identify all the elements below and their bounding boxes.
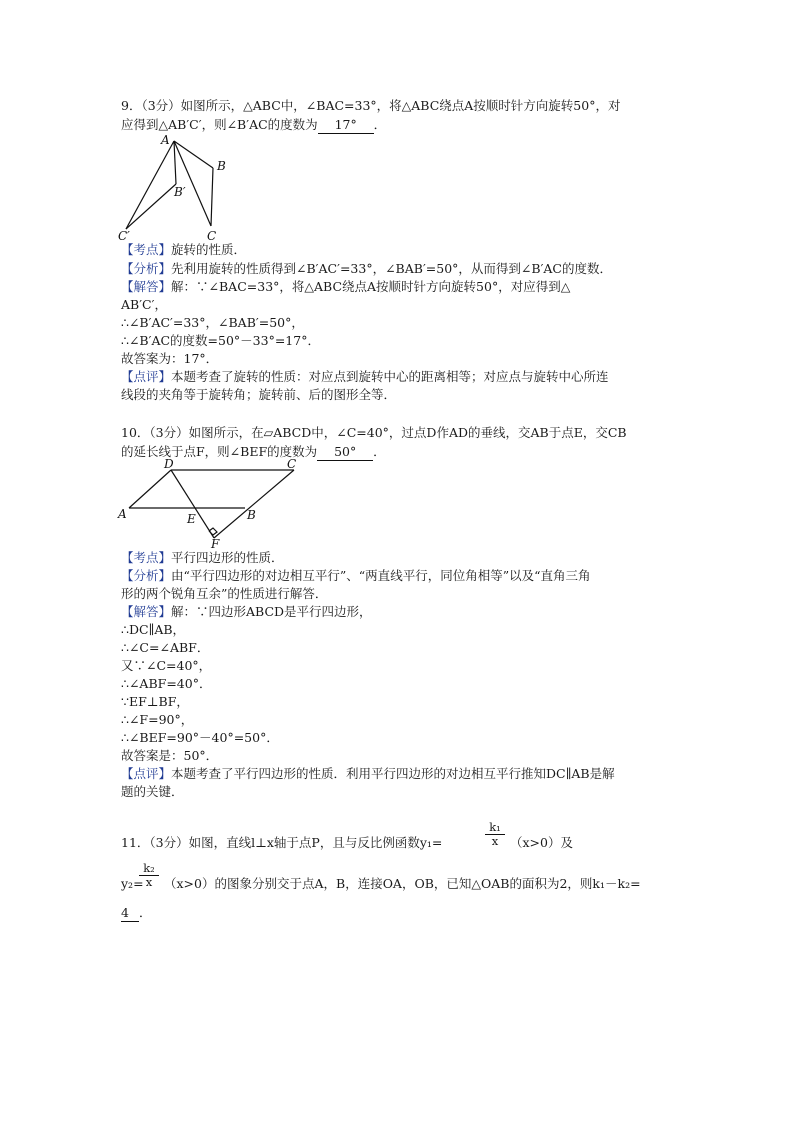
q9-seg-BC xyxy=(211,168,213,226)
q10-prompt-end: ． xyxy=(373,444,386,459)
q11-line3-end: ． xyxy=(139,905,152,920)
q10-seg-DF xyxy=(171,470,214,538)
q9-dianping-tag: 【点评】 xyxy=(121,369,172,384)
q9-jieda-4: ∴∠B′AC的度数=50°－33°=17°． xyxy=(121,333,320,348)
q9-prompt-end: ． xyxy=(373,117,387,132)
q10-jieda-1 xyxy=(121,603,372,620)
q10-figure xyxy=(112,456,312,548)
q10-seg-CF xyxy=(214,470,294,538)
q10-label-B: B xyxy=(247,508,256,522)
q9-kaodian xyxy=(121,241,246,258)
q9-jieda-text: 解：∵∠BAC=33°，将△ABC绕点A按顺时针方向旋转50°，对应得到△ xyxy=(171,279,571,294)
q9-header: 9．（3分）如图所示，△ABC中，∠BAC=33°，将△ABC绕点A按顺时针方向旋转50°，对 xyxy=(121,98,621,113)
q10-jieda-text: 解：∵四边形ABCD是平行四边形， xyxy=(171,604,372,619)
q9-dianping-text: 本题考查了旋转的性质：对应点到旋转中心的距离相等；对应点与旋转中心所连 xyxy=(171,369,609,384)
q10-kaodian-text: 平行四边形的性质． xyxy=(171,550,284,565)
q10-jieda-5: ∴∠ABF=40°． xyxy=(121,676,212,691)
q10-fenxi-2: 形的两个锐角互余”的性质进行解答． xyxy=(121,586,328,601)
q10-fenxi-tag: 【分析】 xyxy=(121,568,172,583)
q9-answer-blank: 17° xyxy=(318,116,374,134)
q10-dianping-1 xyxy=(121,765,615,782)
q9-kaodian-text: 旋转的性质． xyxy=(171,242,247,257)
q9-fenxi xyxy=(121,260,612,277)
q11-line2-post: （x>0）的图象分别交于点A，B，连接OA，OB，已知△OAB的面积为2，则k₁－k₂= xyxy=(164,876,641,891)
q9-fenxi-text: 先利用旋转的性质得到∠B′AC′=33°，∠BAB′=50°，从而得到∠B′AC的度数． xyxy=(171,261,613,276)
q10-dianping-text: 本题考查了平行四边形的性质．利用平行四边形的对边相互平行推知DC∥AB是解 xyxy=(171,766,615,781)
q9-label-A: A xyxy=(161,133,170,147)
q10-jieda-8: ∴∠BEF=90°－40°=50°． xyxy=(121,730,279,745)
q11-line2-pre: y₂= xyxy=(121,876,144,891)
q11-fraction-k1 xyxy=(485,821,505,848)
q9-fenxi-tag: 【分析】 xyxy=(121,261,172,276)
q10-fenxi-text: 由“平行四边形的对边相互平行”、“两直线平行，同位角相等”以及“直角三角 xyxy=(171,568,591,583)
q10-seg-AD xyxy=(129,470,171,508)
q9-jieda-2: AB′C′， xyxy=(121,297,167,312)
q11-answer-blank: 4 xyxy=(121,904,139,922)
q10-label-C: C xyxy=(287,457,297,471)
q10-prompt-text: 的延长线于点F，则∠BEF的度数为 xyxy=(121,444,318,459)
q10-dianping-2: 题的关键． xyxy=(121,784,184,799)
q9-dianping-2: 线段的夹角等于旋转角；旋转前、后的图形全等． xyxy=(121,387,397,402)
q10-jieda-tag: 【解答】 xyxy=(121,604,172,619)
q10-label-A: A xyxy=(118,507,127,521)
q9-label-Cp: C′ xyxy=(118,229,130,243)
q9-jieda-1 xyxy=(121,278,570,295)
q9-label-Bp: B′ xyxy=(174,185,186,199)
q9-label-C: C xyxy=(207,229,217,243)
q10-jieda-9: 故答案是：50°． xyxy=(121,748,219,763)
q9-label-B: B xyxy=(217,159,226,173)
q9-seg-BpCp xyxy=(126,184,176,229)
q10-label-E: E xyxy=(187,512,196,526)
q10-label-D: D xyxy=(164,457,174,471)
q9-dianping-1 xyxy=(121,368,609,385)
q11-frac2-numerator: k₂ xyxy=(139,862,159,876)
q9-seg-ABp xyxy=(174,141,176,184)
q11-frac2-denominator: x xyxy=(145,875,153,889)
q11-line1-post: （x>0）及 xyxy=(510,835,573,850)
q11-line3 xyxy=(121,904,152,922)
q9-seg-ACp xyxy=(126,141,174,229)
q10-jieda-6: ∵EF⊥BF， xyxy=(121,694,189,709)
q10-kaodian-tag: 【考点】 xyxy=(121,550,172,565)
q10-dianping-tag: 【点评】 xyxy=(121,766,172,781)
q11-line1-pre: 11．（3分）如图，直线l⊥x轴于点P，且与反比例函数y₁= xyxy=(121,835,443,850)
q11-frac1-numerator: k₁ xyxy=(485,821,505,835)
q9-jieda-tag: 【解答】 xyxy=(121,279,172,294)
q11-fraction-k2 xyxy=(139,862,159,889)
q10-answer-blank: 50° xyxy=(317,443,373,461)
q10-jieda-7: ∴∠F=90°， xyxy=(121,712,194,727)
q10-jieda-3: ∴∠C=∠ABF． xyxy=(121,640,210,655)
q9-jieda-3: ∴∠B′AC′=33°，∠BAB′=50°， xyxy=(121,315,304,330)
q9-figure xyxy=(112,132,242,244)
q10-jieda-4: 又∵∠C=40°， xyxy=(121,658,212,673)
q10-kaodian xyxy=(121,549,284,566)
q10-jieda-2: ∴DC∥AB， xyxy=(121,622,186,637)
q11-frac1-denominator: x xyxy=(491,834,499,848)
q9-jieda-5: 故答案为：17°． xyxy=(121,351,219,366)
q9-kaodian-tag: 【考点】 xyxy=(121,242,172,257)
q10-right-angle-mark xyxy=(209,528,217,535)
q10-label-F: F xyxy=(211,537,220,548)
q10-fenxi-1 xyxy=(121,567,590,584)
q10-header: 10．（3分）如图所示，在▱ABCD中，∠C=40°，过点D作AD的垂线，交AB于点E，交CB xyxy=(121,425,627,440)
q9-prompt-text: 应得到△AB′C′，则∠B′AC的度数为 xyxy=(121,117,318,132)
